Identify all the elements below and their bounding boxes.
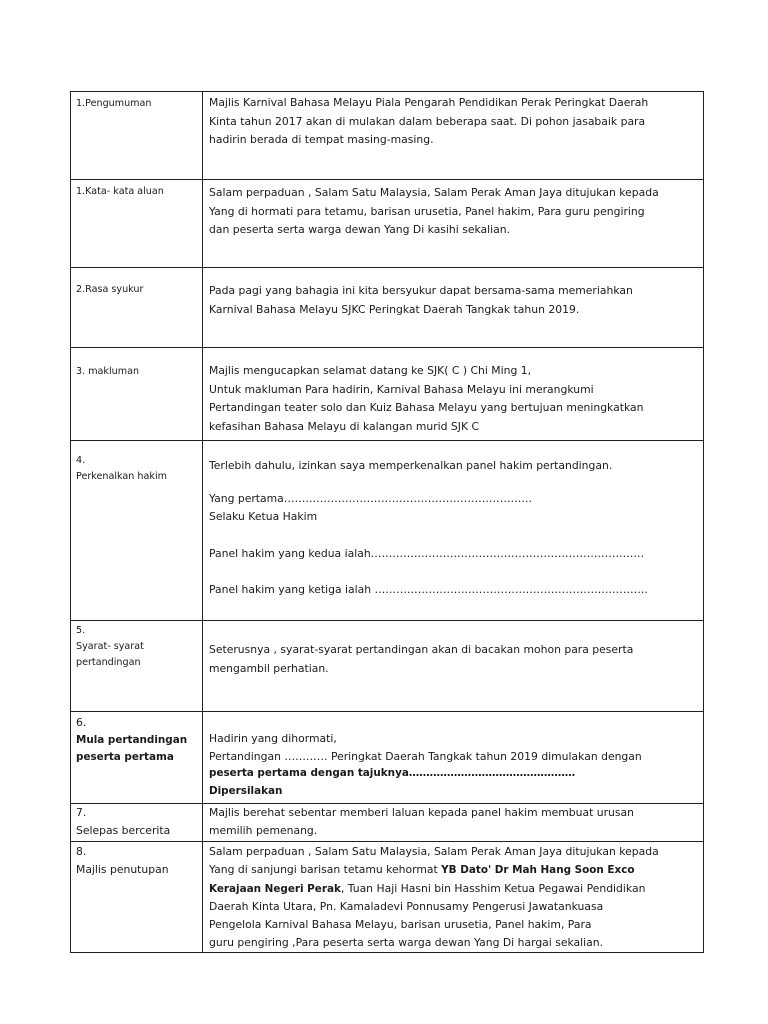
text-line: hadirin berada di tempat masing-masing. (209, 133, 434, 147)
text-line: Yang di hormati para tetamu, barisan urusetia, Panel hakim, Para guru pengiring (209, 204, 645, 218)
table-row (71, 92, 704, 180)
table-row (71, 180, 704, 268)
row-content (203, 268, 704, 348)
text-line: Kinta tahun 2017 akan di mulakan dalam beberapa saat. Di pohon jasabaik para (209, 114, 646, 128)
label-text: Syarat- syarat (76, 641, 144, 652)
label-text: 3. makluman (76, 366, 140, 377)
text-line: Pada pagi yang bahagia ini kita bersyukur dapat bersama-sama memeriahkan (209, 284, 633, 297)
row-label (71, 842, 203, 953)
row-label (71, 92, 203, 180)
row-content (203, 712, 704, 804)
text-line: Panel hakim yang ketiga ialah …………………………………………………………………. (209, 583, 648, 597)
text-line: Hadirin yang dihormati, (209, 732, 337, 745)
text-line-bold: peserta pertama dengan tajuknya………………………………………… (209, 767, 576, 779)
label-number: 4. (76, 455, 86, 466)
text-line: Seterusnya , syarat-syarat pertandingan akan di bacakan mohon para peserta (209, 643, 634, 656)
table-row (71, 712, 704, 804)
label-text: 1.Pengumuman (76, 98, 152, 109)
program-table (70, 91, 704, 953)
text-line: guru pengiring ,Para peserta serta warga dewan Yang Di hargai sekalian. (209, 935, 604, 949)
text-line: Salam perpaduan , Salam Satu Malaysia, Salam Perak Aman Jaya ditujukan kepada (209, 845, 659, 858)
text-line: Yang pertama…………………………………………………………… (209, 491, 533, 505)
label-number: 7. (76, 806, 87, 819)
row-label (71, 804, 203, 842)
text-line: Terlebih dahulu, izinkan saya memperkenalkan panel hakim pertandingan. (209, 459, 613, 472)
row-label (71, 441, 203, 621)
text-line: memilih pemenang. (209, 824, 318, 837)
text-segment: , Tuan Haji Hasni bin Hasshim Ketua Pegawai Pendidikan (340, 881, 646, 895)
text-line: Salam perpaduan , Salam Satu Malaysia, Salam Perak Aman Jaya ditujukan kepada (209, 186, 659, 199)
row-content (203, 348, 704, 441)
text-line: kefasihan Bahasa Melayu di kalangan murid SJK C (209, 419, 480, 433)
row-content (203, 804, 704, 842)
text-line: Untuk makluman Para hadirin, Karnival Bahasa Melayu ini merangkumi (209, 382, 594, 396)
label-text: Mula pertandingan (76, 734, 188, 746)
row-label (71, 712, 203, 804)
label-text: Majlis penutupan (76, 863, 169, 876)
row-content (203, 441, 704, 621)
text-line: Pertandingan ………… Peringkat Daerah Tangkak tahun 2019 dimulakan dengan (209, 749, 642, 763)
text-line: Daerah Kinta Utara, Pn. Kamaladevi Ponnusamy Pengerusi Jawatankuasa (209, 900, 604, 914)
text-line: Pengelola Karnival Bahasa Melayu, barisan urusetia, Panel hakim, Para (209, 918, 592, 932)
text-segment-bold: YB Dato' Dr Mah Hang Soon Exco (441, 863, 635, 876)
text-line: mengambil perhatian. (209, 661, 329, 675)
row-content (203, 92, 704, 180)
table-row (71, 268, 704, 348)
row-label (71, 348, 203, 441)
table-row (71, 348, 704, 441)
label-text: peserta pertama (76, 751, 174, 763)
label-number: 5. (76, 625, 86, 636)
text-line: Majlis berehat sebentar memberi laluan kepada panel hakim membuat urusan (209, 806, 634, 819)
table-row (71, 842, 704, 953)
label-text: 1.Kata- kata aluan (76, 186, 164, 197)
text-line: Selaku Ketua Hakim (209, 510, 318, 524)
text-line: Panel hakim yang kedua ialah…………………………………………………………………. (209, 546, 645, 560)
row-content (203, 180, 704, 268)
label-text: 2.Rasa syukur (76, 284, 144, 295)
text-line (209, 880, 699, 899)
text-segment: Yang di sanjungi barisan tetamu kehormat (209, 862, 442, 876)
row-label (71, 180, 203, 268)
label-number: 6. (76, 716, 87, 729)
text-line: Majlis mengucapkan selamat datang ke SJK( C ) Chi Ming 1, (209, 364, 532, 377)
text-line: Pertandingan teater solo dan Kuiz Bahasa Melayu yang bertujuan meningkatkan (209, 401, 644, 415)
table-row (71, 621, 704, 712)
text-line-bold: Dipersilakan (209, 784, 283, 797)
text-line: Karnival Bahasa Melayu SJKC Peringkat Daerah Tangkak tahun 2019. (209, 302, 580, 316)
row-label (71, 268, 203, 348)
row-content (203, 621, 704, 712)
label-number: 8. (76, 845, 87, 858)
text-line (209, 861, 699, 880)
table-row (71, 441, 704, 621)
table-row (71, 804, 704, 842)
label-text: Selepas bercerita (76, 824, 171, 837)
text-segment-bold: Kerajaan Negeri Perak (209, 882, 341, 895)
label-text: Perkenalkan hakim (76, 471, 167, 482)
text-line: Majlis Karnival Bahasa Melayu Piala Pengarah Pendidikan Perak Peringkat Daerah (209, 96, 649, 109)
row-content (203, 842, 704, 953)
label-text: pertandingan (76, 657, 141, 668)
row-label (71, 621, 203, 712)
text-line: dan peserta serta warga dewan Yang Di kasihi sekalian. (209, 223, 511, 237)
